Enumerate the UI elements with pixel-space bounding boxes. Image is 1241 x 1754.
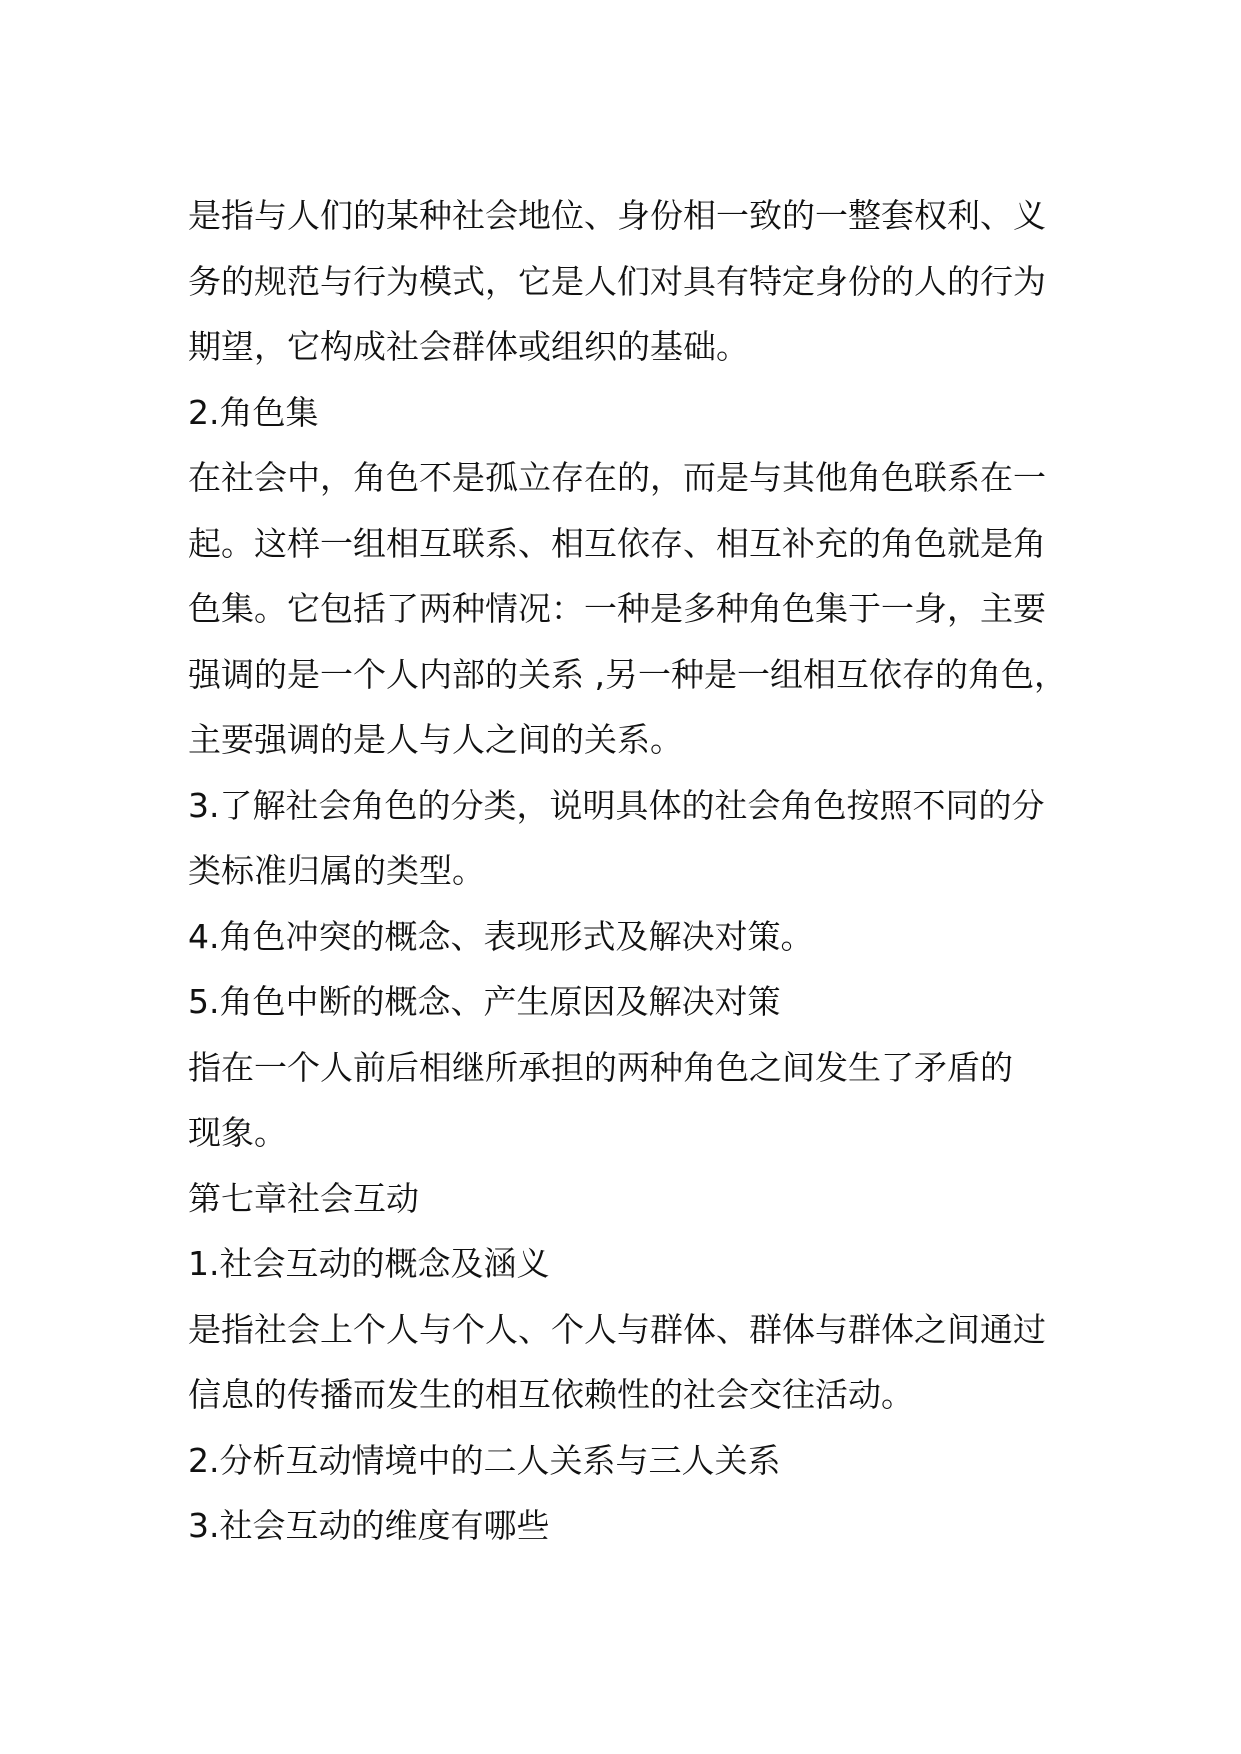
section-heading: 3.社会互动的维度有哪些: [188, 1506, 550, 1545]
paragraph-line: 期望，它构成社会群体或组织的基础。: [188, 327, 749, 366]
paragraph-line: 指在一个人前后相继所承担的两种角色之间发生了矛盾的: [188, 1047, 1013, 1087]
section-heading: 3.了解社会角色的分类，说明具体的社会角色按照不同的分: [188, 785, 1045, 825]
paragraph-line: 现象。: [188, 1113, 287, 1152]
paragraph-line: 信息的传播而发生的相互依赖性的社会交往活动。: [188, 1375, 914, 1414]
document-body: [188, 183, 1068, 1559]
section-heading: 2.分析互动情境中的二人关系与三人关系: [188, 1440, 781, 1480]
paragraph-line: 色集。它包括了两种情况：一种是多种角色集于一身，主要: [188, 589, 1046, 628]
section-heading: 2.角色集: [188, 392, 319, 432]
paragraph-line: 强调的是一个人内部的关系 ,另一种是一组相互依存的角色，: [188, 654, 1067, 694]
section-heading: 1.社会互动的概念及涵义: [188, 1244, 550, 1283]
chapter-heading: 第七章社会互动: [188, 1178, 419, 1218]
section-heading: 4.角色冲突的概念、表现形式及解决对策。: [188, 916, 814, 956]
paragraph-line: 主要强调的是人与人之间的关系。: [188, 720, 683, 759]
paragraph-line: 是指与人们的某种社会地位、身份相一致的一整套权利、义: [188, 196, 1046, 235]
paragraph-line: 是指社会上个人与个人、个人与群体、群体与群体之间通过: [188, 1309, 1046, 1349]
paragraph-line: 在社会中，角色不是孤立存在的，而是与其他角色联系在一: [188, 458, 1046, 497]
paragraph-line: 类标准归属的类型。: [188, 851, 485, 890]
section-heading: 5.角色中断的概念、产生原因及解决对策: [188, 982, 781, 1021]
paragraph-line: 起。这样一组相互联系、相互依存、相互补充的角色就是角: [188, 523, 1046, 563]
paragraph-line: 务的规范与行为模式，它是人们对具有特定身份的人的行为: [188, 261, 1046, 301]
